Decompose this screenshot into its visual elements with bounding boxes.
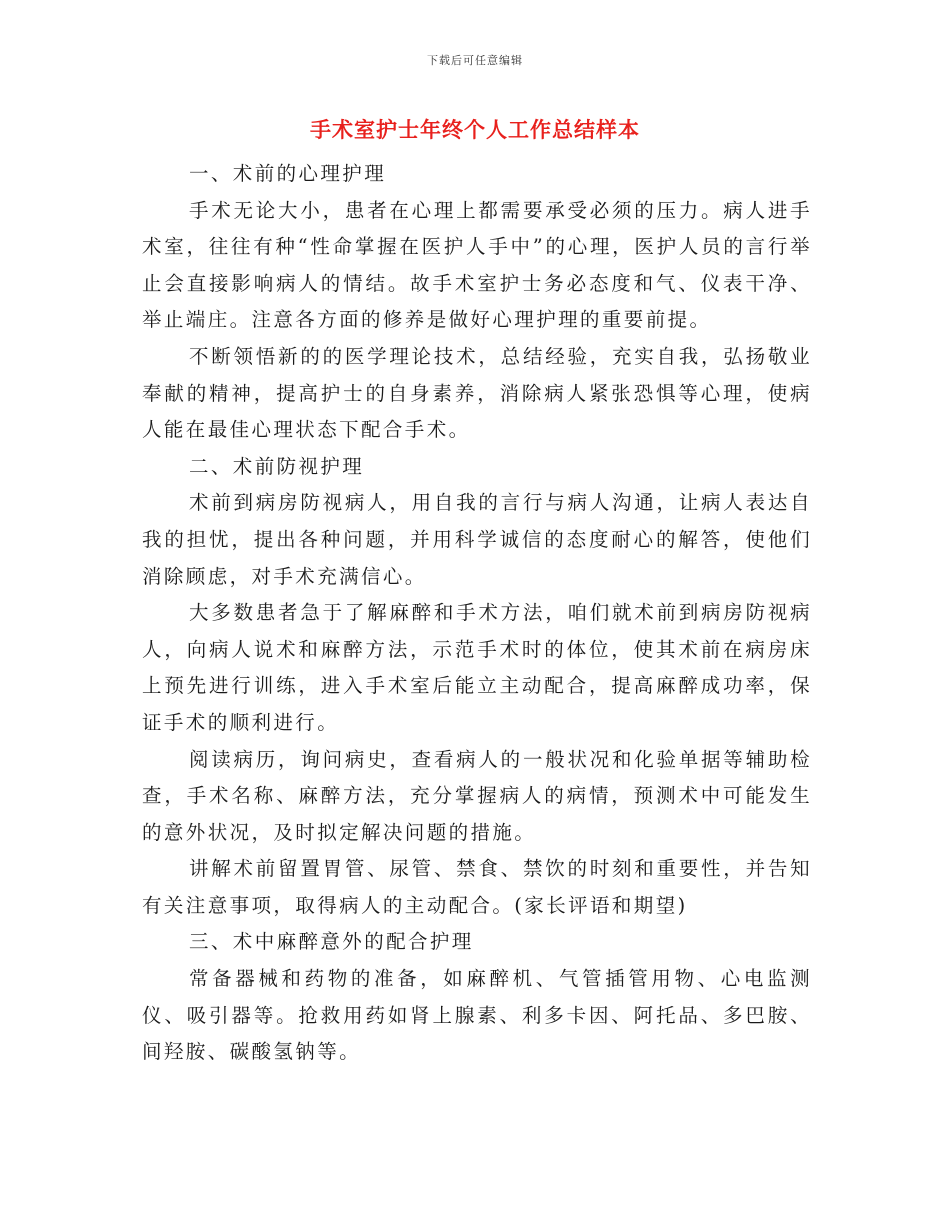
section-heading-3: 三、术中麻醉意外的配合护理 bbox=[189, 930, 474, 954]
body-paragraph: 术前到病房防视病人，用自我的言行与病人沟通，让病人表达自我的担忧，提出各种问题，并用科学诚信的态度耐心的解答，使他们消除顾虑，对手术充满信心。 bbox=[142, 491, 812, 588]
body-paragraph: 常备器械和药物的准备，如麻醉机、气管插管用物、心电监测仪、吸引器等。抢救用药如肾上腺素、利多卡因、阿托品、多巴胺、间羟胺、碳酸氢钠等。 bbox=[142, 967, 812, 1064]
body-paragraph: 大多数患者急于了解麻醉和手术方法，咱们就术前到病房防视病人，向病人说术和麻醉方法，示范手术时的体位，使其术前在病房床上预先进行训练，进入手术室后能立主动配合，提高麻醉成功率，保证手术的顺利进行。 bbox=[142, 601, 812, 734]
body-paragraph: 手术无论大小，患者在心理上都需要承受必须的压力。病人进手术室，往往有种“性命掌握在医护人手中”的心理，医护人员的言行举止会直接影响病人的情结。故手术室护士务必态度和气、仪表干净、举止端庄。注意各方面的修养是做好心理护理的重要前提。 bbox=[142, 198, 812, 332]
header-note: 下载后可任意编辑 bbox=[427, 54, 523, 67]
section-heading-1: 一、术前的心理护理 bbox=[189, 162, 387, 185]
section-heading-2: 二、术前防视护理 bbox=[189, 454, 365, 478]
document-body bbox=[142, 156, 812, 1071]
body-paragraph: 阅读病历，询问病史，查看病人的一般状况和化验单据等辅助检查，手术名称、麻醉方法，充分掌握病人的病情，预测术中可能发生的意外状况，及时拟定解决问题的措施。 bbox=[142, 747, 812, 844]
body-paragraph: 讲解术前留置胃管、尿管、禁食、禁饮的时刻和重要性，并告知有关注意事项，取得病人的主动配合。(家长评语和期望) bbox=[142, 857, 812, 917]
document-title: 手术室护士年终个人工作总结样本 bbox=[310, 117, 640, 142]
body-paragraph: 不断领悟新的的医学理论技术，总结经验，充实自我，弘扬敬业奉献的精神，提高护士的自身素养，消除病人紧张恐惧等心理，使病人能在最佳心理状态下配合手术。 bbox=[142, 344, 812, 442]
